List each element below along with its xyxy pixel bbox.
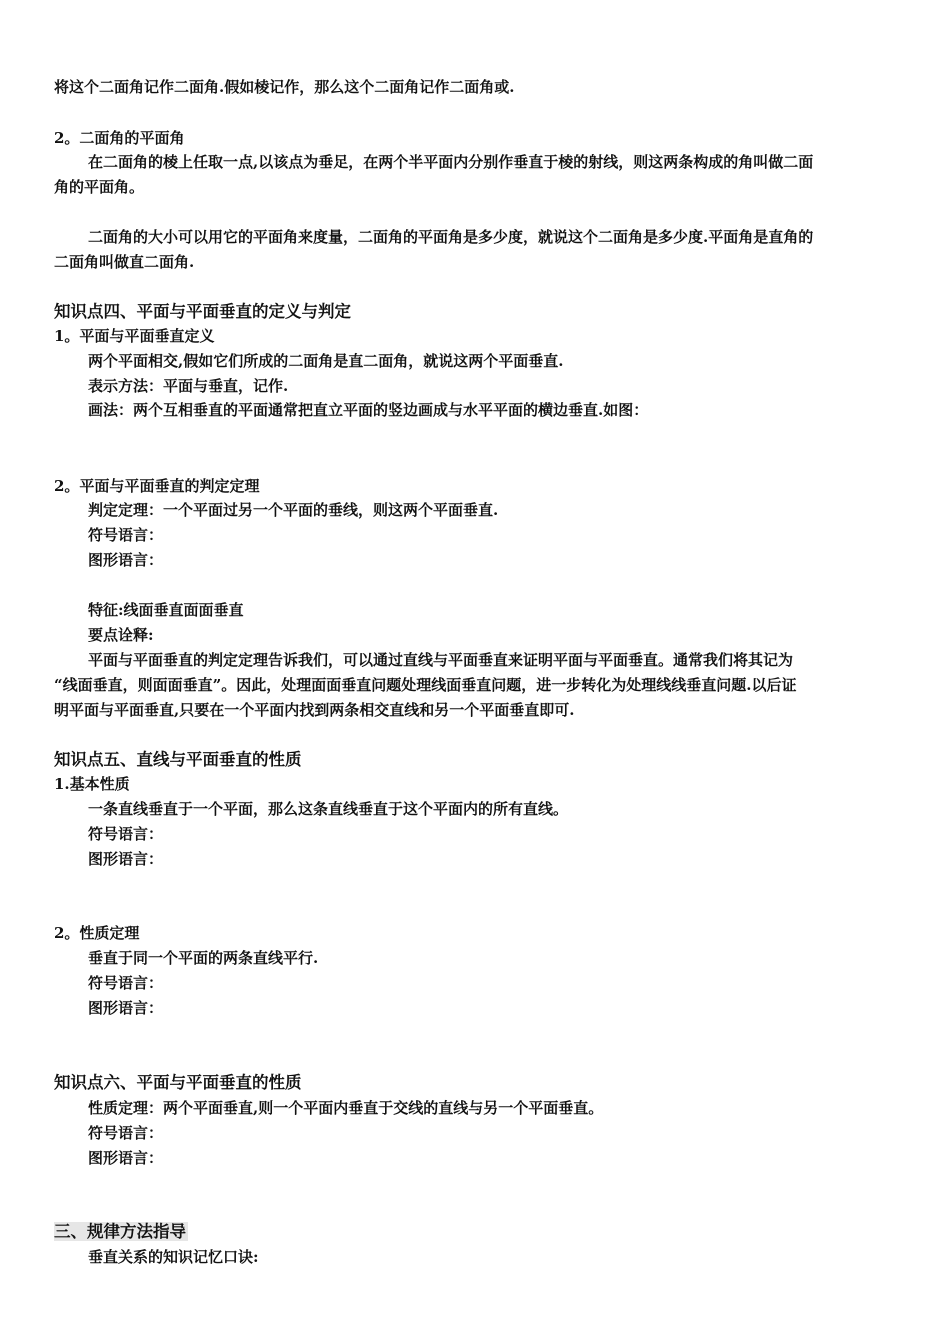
paragraph-line: 将这个二面角记作二面角.假如棱记作，那么这个二面角记作二面角或.: [54, 78, 515, 96]
section-subheading: 2。平面与平面垂直的判定定理: [54, 477, 260, 495]
figure-language-label: 图形语言：: [88, 1149, 164, 1167]
paragraph-line: 性质定理：两个平面垂直,则一个平面内垂直于交线的直线与另一个平面垂直。: [88, 1099, 604, 1117]
paragraph-line: 垂直关系的知识记忆口诀:: [88, 1248, 259, 1266]
paragraph-line: 要点诠释:: [88, 626, 154, 644]
paragraph-line: 特征:线面垂直面面垂直: [88, 601, 244, 619]
symbol-language-label: 符号语言：: [88, 825, 164, 843]
figure-language-label: 图形语言：: [88, 850, 164, 868]
paragraph-line: 表示方法：平面与垂直，记作.: [88, 377, 289, 395]
paragraph-line: 两个平面相交,假如它们所成的二面角是直二面角，就说这两个平面垂直.: [88, 352, 564, 370]
section-subheading: 1.基本性质: [54, 775, 130, 793]
paragraph-line: 判定定理：一个平面过另一个平面的垂线，则这两个平面垂直.: [88, 501, 499, 519]
figure-language-label: 图形语言：: [88, 551, 164, 569]
paragraph-line: 二面角的大小可以用它的平面角来度量，二面角的平面角是多少度，就说这个二面角是多少度.平面角是直角的: [88, 228, 814, 246]
paragraph-line: 二面角叫做直二面角.: [54, 253, 195, 271]
symbol-language-label: 符号语言：: [88, 526, 164, 544]
symbol-language-label: 符号语言：: [88, 1124, 164, 1142]
paragraph-line: 明平面与平面垂直,只要在一个平面内找到两条相交直线和另一个平面垂直即可.: [54, 701, 575, 719]
paragraph-line: 平面与平面垂直的判定定理告诉我们，可以通过直线与平面垂直来证明平面与平面垂直。通常我们将其记为: [88, 651, 794, 669]
paragraph-line: “线面垂直，则面面垂直”。因此，处理面面垂直问题处理线面垂直问题，进一步转化为处理线线垂直问题.以后证: [54, 676, 797, 694]
paragraph-line: 角的平面角。: [54, 178, 145, 196]
paragraph-line: 垂直于同一个平面的两条直线平行.: [88, 949, 319, 967]
section-heading: 知识点五、直线与平面垂直的性质: [54, 750, 302, 769]
section-subheading: 1。平面与平面垂直定义: [54, 327, 215, 345]
paragraph-line: 在二面角的棱上任取一点,以该点为垂足，在两个半平面内分别作垂直于棱的射线，则这两条构成的角叫做二面: [88, 153, 814, 171]
section-heading: 知识点六、平面与平面垂直的性质: [54, 1073, 302, 1092]
section-subheading: 2。二面角的平面角: [54, 129, 185, 147]
chapter-heading: [54, 1220, 900, 1244]
symbol-language-label: 符号语言：: [88, 974, 164, 992]
paragraph-line: 画法：两个互相垂直的平面通常把直立平面的竖边画成与水平平面的横边垂直.如图：: [88, 401, 649, 419]
figure-language-label: 图形语言：: [88, 999, 164, 1017]
chapter-heading-text: 三、规律方法指导: [54, 1222, 186, 1241]
section-subheading: 2。性质定理: [54, 924, 140, 942]
paragraph-line: 一条直线垂直于一个平面，那么这条直线垂直于这个平面内的所有直线。: [88, 800, 569, 818]
section-heading: 知识点四、平面与平面垂直的定义与判定: [54, 302, 351, 321]
